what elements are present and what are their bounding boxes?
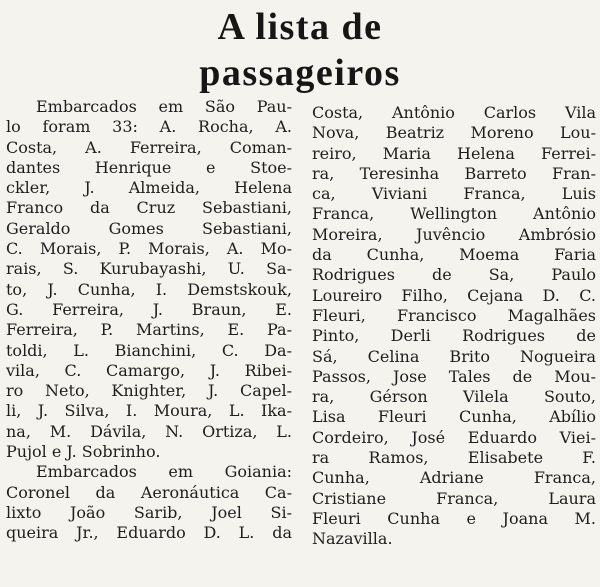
text-line: Fleuri Cunha e Joana M.	[312, 508, 596, 528]
text-line: vila, C. Camargo, J. Ribei-	[6, 360, 292, 380]
text-line: Fleuri, Francisco Magalhães	[312, 305, 596, 325]
text-line: Costa, A. Ferreira, Coman-	[6, 137, 292, 157]
text-line: Geraldo Gomes Sebastiani,	[6, 218, 292, 238]
text-line: Franca, Wellington Antônio	[312, 204, 596, 224]
text-line: Cordeiro, José Eduardo Viei-	[312, 427, 596, 447]
left-column	[6, 97, 292, 544]
text-line: Costa, Antônio Carlos Vila	[312, 103, 596, 122]
text-line: da Cunha, Moema Faria	[312, 245, 596, 265]
text-line: Rodrigues de Sa, Paulo	[312, 265, 596, 285]
text-line: Ferreira, P. Martins, E. Pa-	[6, 320, 292, 340]
text-line: Nova, Beatriz Moreno Lou-	[312, 123, 596, 143]
headline-line-1: A lista de	[217, 6, 383, 48]
text-line: Nazavilla.	[312, 529, 393, 549]
text-line: Loureiro Filho, Cejana D. C.	[312, 285, 596, 305]
text-line: Embarcados em São Pau-	[36, 97, 292, 116]
text-line: Embarcados em Goiania:	[36, 462, 292, 482]
text-line: ckler, J. Almeida, Helena	[6, 178, 292, 198]
text-line: lo foram 33: A. Rocha, A.	[6, 117, 292, 137]
text-line: ca, Viviani Franca, Luis	[312, 184, 596, 204]
text-line: Cunha, Adriane Franca,	[312, 468, 596, 488]
text-line: Coronel da Aeronáutica Ca-	[6, 482, 292, 502]
text-line: reiro, Maria Helena Ferrei-	[312, 143, 596, 163]
text-line: ra Ramos, Elisabete F.	[312, 448, 596, 468]
text-line: Cristiane Franca, Laura	[312, 488, 596, 508]
text-line: ro Neto, Knighter, J. Capel-	[6, 381, 292, 401]
headline	[0, 0, 600, 96]
text-line: queira Jr., Eduardo D. L. da	[6, 523, 292, 543]
text-line: Lisa Fleuri Cunha, Abílio	[312, 407, 596, 427]
text-line: Pujol e J. Sobrinho.	[6, 442, 161, 462]
right-column	[312, 103, 596, 550]
text-line: to, J. Cunha, I. Demstskouk,	[6, 279, 292, 299]
text-line: G. Ferreira, J. Braun, E.	[6, 299, 292, 319]
text-line: ra, Teresinha Barreto Fran-	[312, 163, 596, 183]
text-line: Pinto, Derli Rodrigues de	[312, 326, 596, 346]
text-line: toldi, L. Bianchini, C. Da-	[6, 340, 292, 360]
text-line: Sá, Celina Brito Nogueira	[312, 346, 596, 366]
text-line: rais, S. Kurubayashi, U. Sa-	[6, 259, 292, 279]
text-line: Passos, Jose Tales de Mou-	[312, 366, 596, 386]
headline-line-2: passageiros	[199, 52, 401, 94]
text-line: C. Morais, P. Morais, A. Mo-	[6, 239, 292, 259]
text-line: li, J. Silva, I. Moura, L. Ika-	[6, 401, 292, 421]
text-line: ra, Gérson Vilela Souto,	[312, 387, 596, 407]
text-line: Moreira, Juvêncio Ambrósio	[312, 224, 596, 244]
text-line: na, M. Dávila, N. Ortiza, L.	[6, 421, 292, 441]
text-line: dantes Henrique e Stoe-	[6, 157, 292, 177]
text-line: lixto João Sarib, Joel Si-	[6, 502, 292, 522]
text-line: Franco da Cruz Sebastiani,	[6, 198, 292, 218]
